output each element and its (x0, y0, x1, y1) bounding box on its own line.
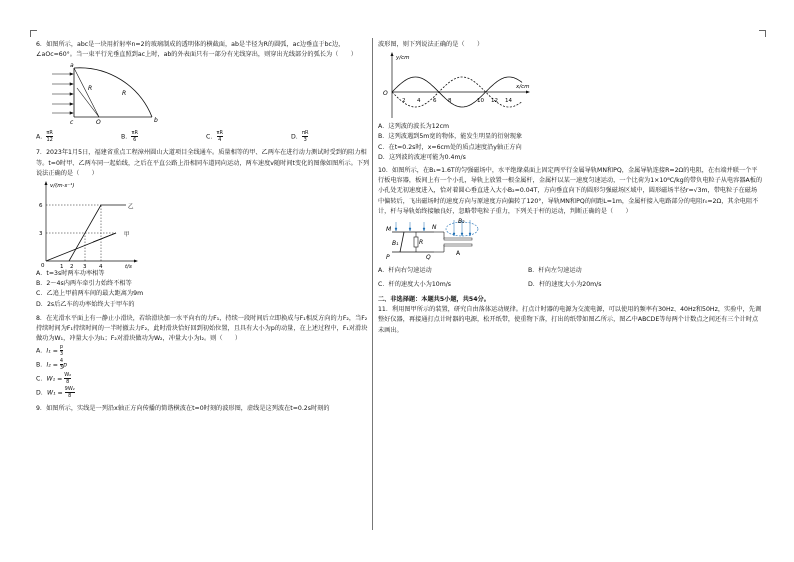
column-divider (372, 38, 373, 530)
q9-option-a[interactable]: A．这列波的波长为12cm (378, 123, 450, 131)
label-B2: B₂ (458, 218, 465, 226)
y-tick-3: 3 (39, 231, 43, 238)
origin-label: 0 (41, 263, 45, 270)
q6-option-a[interactable]: A． $\frac{\pi R}{12}$ (36, 130, 53, 144)
x-tick-6: 6 (433, 98, 437, 105)
question-7-text: 7．2023年1月5日，福建省重点工程漳州圆山大道项目全线通车。质量相等的甲、乙两车在进行动力测试时受到的阻力相等。t=0时甲、乙两车同一起始线，之后在平直公路上沿相同车道同向运动，两车速度v随时间t变化的图像如图所示。下列说法正确的是（ ） (36, 149, 370, 177)
label-O: O (96, 119, 101, 127)
label-R: R (419, 239, 424, 247)
field-B1-arrows (395, 222, 425, 231)
label-B1: B₁ (392, 240, 399, 248)
question-9-text: 9．如图所示，实线是一列沿x轴正方向传播的简谐横波在t=0时刻的波形图，虚线是这列波在t=0.2s时刻的 (36, 405, 330, 413)
glass-block-diagram (44, 60, 174, 128)
section-2-heading: 二、非选择题：本题共5小题，共54分。 (378, 296, 490, 304)
origin-label: O (383, 90, 388, 98)
t-axis-arrow (134, 260, 138, 263)
label-P: P (386, 254, 390, 262)
question-8-text: 8．在光滑水平面上有一静止小滑块，若给滑块加一水平向右的力F₁，持续一段时间后立即换成与F₁相反方向的力F₂，当F₂持续时间为F₁持续时间的一半时撤去力F₂，此时滑块恰好回到初始位置，且具有大小为p的动量，在上述过程中，F₁对滑块做功为W₁，冲量大小为I₁；F₂对滑块做功为W₂，冲量大小为I₂。则（ ） (36, 314, 368, 343)
q8-option-b[interactable]: B．I₂ = $\frac{4}{3}$ p (36, 358, 67, 372)
velocity-time-chart (36, 179, 146, 269)
x-tick-2: 2 (402, 98, 406, 105)
question-10-text: 10．如图所示，在B₁=1.6T的匀强磁场中，水平绝缘桌面上固定两平行金属导轨MN和PQ，金属导轨连接R=2Ω的电阻，在右端并联一个平行板电容器，板间上有一个小孔，导轨上放置一根金属杆，金属杆以某一速度匀速运动，一个比荷为1×10⁸C/kg的带负电粒子从电容器A板的小孔处无初速度进入，恰对着圆心垂直进入大小B₂=0.04T，方向垂直向下的圆形匀强磁场区域中，圆形磁场半径r=√3m，带电粒子在磁场中偏转后，飞出磁场时的速度方向与原速度方向偏转了120°，导轨MN和PQ的间距L=1m，金属杆接入电路部分的电阻r₀=2Ω，其余电阻不计，杆与导轨始终接触良好，忽略带电粒子重力，下列关于杆的运动，判断正确的是（ ） (378, 167, 763, 215)
left-column (36, 40, 371, 415)
question-9-continuation: 波形图，则下列说法正确的是（ ） (378, 41, 484, 48)
q10-option-b[interactable]: B．杆向左匀速运动 (528, 267, 582, 275)
wave-chart (378, 50, 538, 122)
q9-option-c[interactable]: C．在t=0.2s时，x=6cm处的质点速度沿y轴正方向 (378, 143, 522, 151)
q10-option-d[interactable]: D．杆的速度大小为20m/s (528, 281, 602, 289)
x-tick-3: 3 (83, 264, 87, 270)
y-tick-6: 6 (39, 203, 43, 210)
q7-option-a[interactable]: A．t=3s时两车功率相等 (36, 270, 105, 278)
question-6-options (36, 128, 371, 144)
right-column (378, 40, 763, 336)
question-9-figure (378, 50, 763, 122)
y-axis-label: y/cm (396, 55, 410, 62)
crop-mark-top-left (30, 30, 37, 37)
q7-option-c[interactable]: C．乙追上甲前两车间的最大距离为9m (36, 290, 144, 298)
question-11-text: 11．利用图甲所示的装置，研究自由落体运动规律。打点计时器的电源为交流电源，可以使用的频率有30Hz、40Hz和50Hz，实验中，先调整好仪器，再接通打点计时器的电源，松开纸带，使重物下落，打出的纸带如图乙所示，图乙中ABCDE等每两个计数点之间还有三个计时点未画出。 (378, 306, 762, 334)
label-R-2: R (122, 90, 127, 98)
label-a: a (70, 62, 74, 70)
x-tick-12: 12 (491, 98, 498, 105)
q6-option-d[interactable]: D． $\frac{\pi R}{3}$ (291, 130, 309, 144)
q7-option-d[interactable]: D．2s后乙车的功率始终大于甲车的 (36, 300, 135, 308)
x-tick-4: 4 (417, 98, 421, 105)
question-6-text: 6．如图所示，abc是一块用折射率n=2的玻璃制成的透明体的横截面，ab是半径为R的圆弧，ac边垂直于bc边，∠aOc=60°。当一束平行光垂直照到ac上时，ab的外表面只有一部分有光线穿出，则穿出光线部分的弧长为（ ） (36, 41, 357, 59)
q9-option-d[interactable]: D．这列波的波速可能为0.4m/s (378, 153, 466, 161)
t-axis-label: t/s (125, 264, 132, 270)
q10-option-a[interactable]: A．杆向右匀速运动 (378, 267, 432, 275)
v-axis-label: v/(m·s⁻¹) (50, 183, 75, 190)
q8-option-d[interactable]: D．W₁ = $\frac{\text{9W₂}}{8}$ (36, 386, 75, 400)
x-tick-2: 2 (70, 264, 74, 270)
label-R-1: R (88, 85, 93, 93)
label-A: A (456, 250, 461, 258)
label-b: b (154, 117, 158, 125)
radius-Oa (74, 68, 99, 117)
rail-circuit-diagram (382, 217, 502, 267)
arc-ab (74, 68, 152, 117)
capacitor-plate-A (444, 244, 472, 246)
q6-option-b[interactable]: B． $\frac{\pi R}{6}$ (121, 130, 138, 144)
q7-option-b[interactable]: B．2～4s内两车牵引力始终不相等 (36, 280, 132, 288)
label-M: M (386, 226, 392, 234)
v-axis-arrow (45, 181, 48, 185)
radius-O-arc (77, 88, 99, 117)
line-label-jia: 甲 (124, 232, 130, 239)
q8-option-c[interactable]: C．W₁ = $\frac{\text{W₂}}{8}$ (36, 372, 72, 386)
x-tick-1: 1 (60, 264, 64, 270)
x-tick-10: 10 (477, 98, 484, 105)
x-tick-4: 4 (99, 264, 103, 270)
question-6-figure (36, 60, 371, 128)
metal-rod (400, 232, 404, 252)
line-jia-segment-2 (93, 233, 116, 242)
question-10-figure (378, 217, 763, 267)
x-axis-label: x/cm (516, 84, 530, 91)
question-7-figure (36, 179, 371, 269)
resistor-R (414, 237, 418, 247)
y-axis-arrow (391, 52, 394, 56)
crop-mark-top-right (759, 30, 766, 37)
label-c: c (70, 119, 74, 127)
line-label-yi: 乙 (128, 204, 134, 211)
x-tick-8: 8 (448, 98, 452, 105)
q8-option-a[interactable]: A．I₁ = $\frac{p}{3}$ (36, 344, 64, 358)
q6-option-c[interactable]: C． $\frac{\pi R}{4}$ (206, 130, 223, 144)
label-Q: Q (426, 254, 431, 262)
incident-light-arrows (52, 73, 73, 114)
x-tick-14: 14 (505, 98, 512, 105)
x-axis-arrow (526, 91, 530, 94)
q9-option-b[interactable]: B．这列波遇到5m宽的物体，能发生明显的衍射现象 (378, 133, 523, 141)
capacitor-plate-top (444, 238, 472, 240)
question-10-options (378, 267, 763, 293)
label-N: N (432, 224, 437, 232)
q10-option-c[interactable]: C．杆的速度大小为10m/s (378, 281, 452, 289)
